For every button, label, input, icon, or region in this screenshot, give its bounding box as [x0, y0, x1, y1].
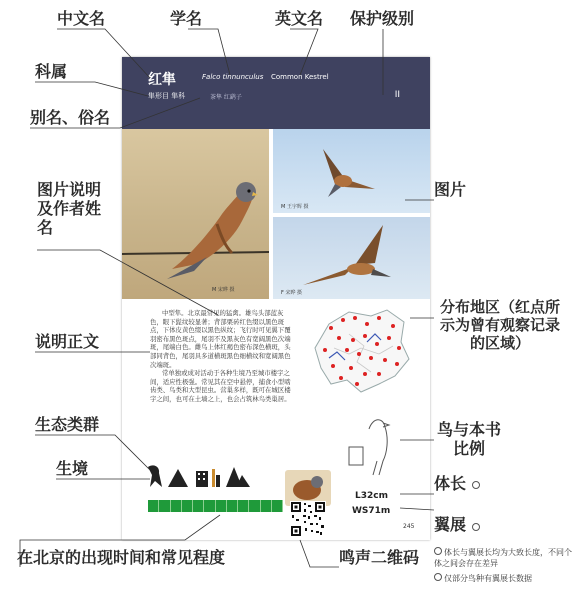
- main-photo-caption: M 宋晔 摄: [212, 287, 235, 293]
- callout-description: 说明正文: [35, 332, 100, 351]
- callout-ecological-group: 生态类群: [35, 415, 100, 434]
- callout-scientific-name: 学名: [170, 9, 203, 28]
- callout-beijing-occurrence: 在北京的出现时间和常见程度: [17, 548, 226, 567]
- footnote-2: 仅部分鸟种有翼展长数据: [434, 573, 532, 584]
- bottom-photo-caption: F 宋晔 摄: [281, 290, 303, 296]
- top-photo-caption: M 王宇辉 摄: [281, 204, 309, 210]
- protection-level: II: [394, 90, 400, 100]
- callout-body-length: 体长: [434, 474, 467, 493]
- callout-bird-scale: 鸟与本书比例: [436, 420, 501, 459]
- species-scientific-name: Falco tinnunculus: [202, 73, 264, 81]
- callout-distribution: 分布地区（红点所示为曾有观察记录的区域）: [439, 298, 560, 352]
- callout-call-qr: 鸣声二维码: [339, 548, 420, 567]
- callout-protection-level: 保护级别: [350, 9, 415, 28]
- footnote-1: 体长与翼展长均为大致长度，不同个体之间会存在差异: [434, 548, 572, 568]
- body-length-value: L32cm: [355, 491, 388, 501]
- callout-habitat: 生境: [56, 459, 89, 478]
- callout-chinese-name: 中文名: [57, 9, 106, 28]
- species-alias: 茶隼 红鹞子: [210, 94, 242, 101]
- species-chinese-name: 红隼: [148, 72, 176, 88]
- wingspan-value: WS71m: [352, 506, 391, 516]
- callout-english-name: 英文名: [275, 9, 324, 28]
- species-english-name: Common Kestrel: [271, 73, 329, 81]
- callout-family: 科属: [35, 62, 68, 81]
- callout-alias: 别名、俗名: [30, 108, 111, 127]
- callout-wingspan: 翼展: [434, 515, 467, 534]
- species-family: 隼形目 隼科: [148, 92, 186, 100]
- page-number: 245: [403, 523, 415, 530]
- callout-photo-caption: 图片说明及作者姓名: [37, 180, 102, 238]
- description-paragraph-2: 常单独或成对活动于各种生境乃至城市楼宇之间，适应性极强。常见其在空中悬停，捕食小型啮齿类、鸟类和大型昆虫。营巢多样，既可在城区楼宇之间，也可在土墙之上，也会占筑林鸟类巢居。: [150, 369, 291, 403]
- description-paragraph-1: 中型隼。北京最常见的猛禽。雄鸟头部蓝灰色，眼下髭纹较显著；背部栗砖红色缀以黑色斑点，下体皮黄色缀以黑色纵纹；飞行时可见翼下覆羽密布黑色斑点，尾羽不及黑灰色有宽阔黑色次端斑，尾端白色。雌鸟上体红褐色密布深色横斑，头部同背色，尾羽具多道横斑黑色细横纹和宽阔黑色次端斑。: [150, 309, 291, 369]
- callout-photos: 图片: [434, 180, 467, 199]
